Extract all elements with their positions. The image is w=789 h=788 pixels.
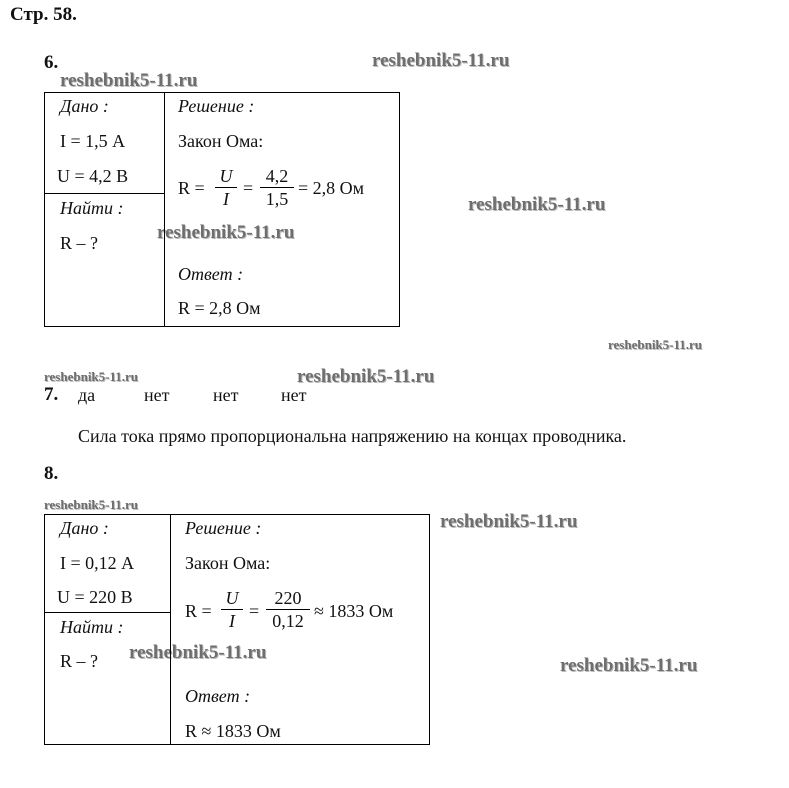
task7-answer: нет bbox=[144, 385, 170, 405]
task8-frac1-den: I bbox=[229, 611, 235, 631]
task6-find-label: Найти : bbox=[60, 198, 124, 218]
task8-column-divider bbox=[170, 514, 171, 744]
task6-frac1-num: U bbox=[215, 165, 237, 188]
task6-answer: R = 2,8 Ом bbox=[178, 298, 261, 318]
task6-eq: = bbox=[243, 178, 254, 198]
task7-statement: Сила тока прямо пропорциональна напряжению на концах проводника. bbox=[78, 426, 627, 446]
task8-given-voltage: U = 220 В bbox=[57, 587, 133, 607]
task6-row-divider bbox=[44, 193, 165, 194]
task7-answer: нет bbox=[213, 385, 239, 405]
watermark: reshebnik5-11.ru bbox=[44, 497, 139, 512]
task8-frac1-num: U bbox=[221, 587, 243, 610]
task6-fraction-ui bbox=[215, 165, 237, 210]
task6-law: Закон Ома: bbox=[178, 131, 264, 151]
task8-solution-label: Решение : bbox=[185, 518, 262, 538]
task6-formula-result: = 2,8 Ом bbox=[298, 178, 365, 198]
task6-fraction-values bbox=[260, 165, 294, 210]
task8-formula-result: ≈ 1833 Ом bbox=[314, 601, 394, 621]
task8-formula-lhs: R = bbox=[185, 601, 212, 621]
watermark: reshebnik5-11.ru bbox=[157, 222, 295, 243]
task6-frac2-num: 4,2 bbox=[260, 165, 294, 188]
task7-number: 7. bbox=[44, 384, 59, 405]
task6-answer-label: Ответ : bbox=[178, 264, 244, 284]
task6-find-value: R – ? bbox=[60, 233, 98, 253]
task6-frac2-den: 1,5 bbox=[265, 189, 289, 209]
task8-law: Закон Ома: bbox=[185, 553, 271, 573]
task8-number: 8. bbox=[44, 463, 59, 484]
task8-fraction-values bbox=[266, 587, 310, 632]
task6-given-current: I = 1,5 А bbox=[60, 131, 126, 151]
watermark: reshebnik5-11.ru bbox=[60, 70, 198, 91]
task8-frac2-num: 220 bbox=[266, 587, 310, 610]
task7-answer: нет bbox=[281, 385, 307, 405]
watermark: reshebnik5-11.ru bbox=[468, 194, 606, 215]
watermark: reshebnik5-11.ru bbox=[440, 511, 578, 532]
task6-solution-label: Решение : bbox=[178, 96, 255, 116]
task6-number: 6. bbox=[44, 52, 59, 73]
watermark: reshebnik5-11.ru bbox=[129, 642, 267, 663]
task6-formula-lhs: R = bbox=[178, 178, 205, 198]
task8-answer: R ≈ 1833 Ом bbox=[185, 721, 281, 741]
watermark: reshebnik5-11.ru bbox=[608, 337, 703, 352]
watermark: reshebnik5-11.ru bbox=[297, 366, 435, 387]
watermark: reshebnik5-11.ru bbox=[560, 655, 698, 676]
task8-find-label: Найти : bbox=[60, 617, 124, 637]
task8-answer-label: Ответ : bbox=[185, 686, 251, 706]
task6-given-voltage: U = 4,2 В bbox=[57, 166, 129, 186]
task8-given-label: Дано : bbox=[60, 518, 109, 538]
task8-eq: = bbox=[249, 601, 260, 621]
watermark: reshebnik5-11.ru bbox=[372, 50, 510, 71]
task7-answer: да bbox=[78, 385, 96, 405]
watermark: reshebnik5-11.ru bbox=[44, 369, 139, 384]
task8-fraction-ui bbox=[221, 587, 243, 632]
task8-frac2-den: 0,12 bbox=[272, 611, 304, 631]
task8-find-value: R – ? bbox=[60, 651, 98, 671]
task6-frac1-den: I bbox=[223, 189, 229, 209]
page-title: Стр. 58. bbox=[10, 4, 77, 25]
task6-column-divider bbox=[164, 92, 165, 326]
task8-row-divider bbox=[44, 612, 171, 613]
task8-given-current: I = 0,12 А bbox=[60, 553, 135, 573]
task6-given-label: Дано : bbox=[60, 96, 109, 116]
